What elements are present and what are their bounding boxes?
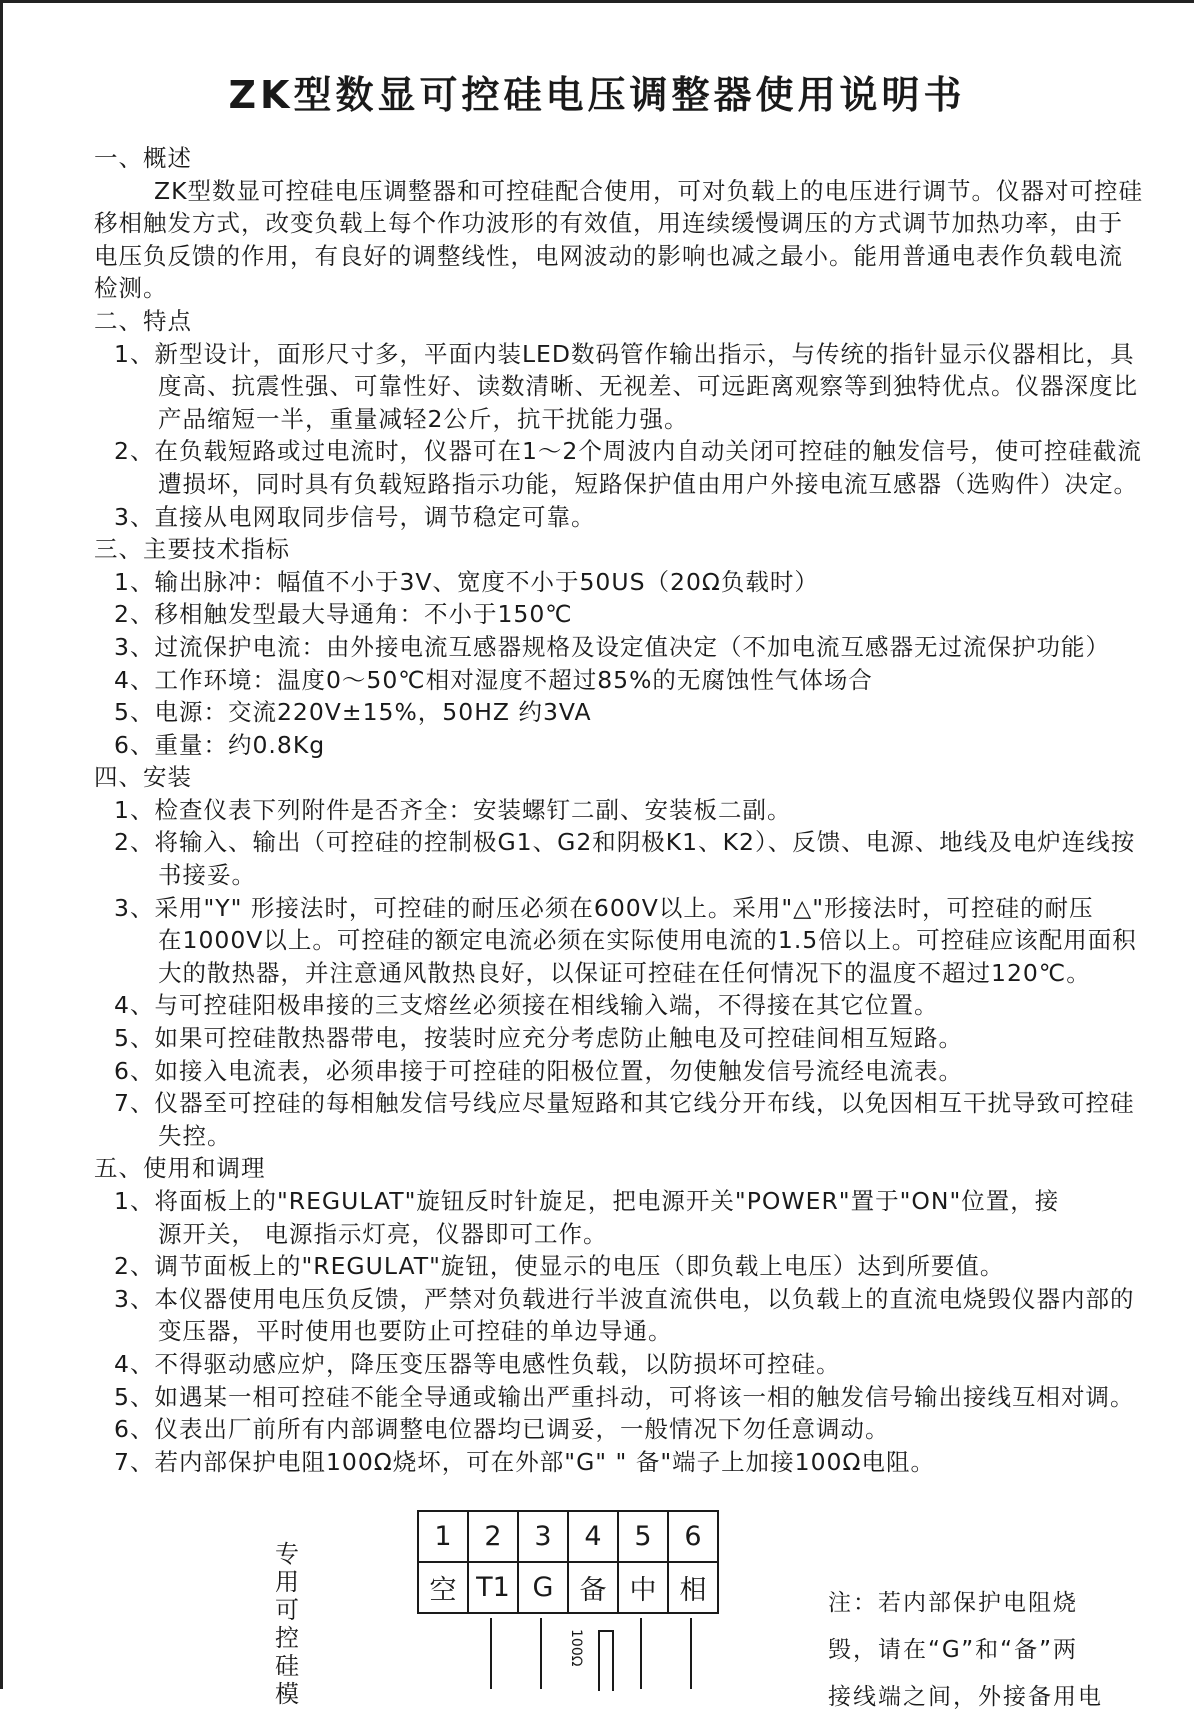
resistor-symbol — [598, 1630, 614, 1691]
terminal-label-row — [418, 1562, 718, 1613]
wire-xiang — [690, 1618, 692, 1689]
body-line: 7、若内部保护电阻100Ω烧坏，可在外部"G" " 备"端子上加接100Ω电阻。 — [114, 1447, 935, 1476]
body-line: 度高、抗震性强、可靠性好、读数清晰、无视差、可远距离观察等到独特优点。仪器深度比 — [158, 372, 1138, 401]
terminal-label: 相 — [668, 1562, 718, 1613]
terminal-number: 4 — [568, 1511, 618, 1562]
section-line: 三、主要技术指标 — [94, 535, 290, 564]
note-line: 接线端之间，外接备用电 — [828, 1684, 1103, 1710]
terminal-number: 5 — [618, 1511, 668, 1562]
body-line: 6、仪表出厂前所有内部调整电位器均已调妥，一般情况下勿任意调动。 — [114, 1415, 890, 1444]
body-line: 2、将输入、输出（可控硅的控制极G1、G2和阴极K1、K2）、反馈、电源、地线及电炉连线按 — [114, 828, 1136, 857]
section-line: 一、概述 — [94, 144, 192, 172]
body-line: 7、仪器至可控硅的每相触发信号线应尽量短路和其它线分开布线，以免因相互干扰导致可控硅 — [114, 1089, 1135, 1118]
body-line: 书接妥。 — [158, 861, 256, 890]
terminal-number: 3 — [518, 1511, 568, 1562]
body-line: 6、如接入电流表，必须串接于可控硅的阳极位置，勿使触发信号流经电流表。 — [114, 1056, 963, 1085]
terminal-number-row — [418, 1511, 718, 1562]
body-line: 1、将面板上的"REGULAT"旋钮反时针旋足，把电源开关"POWER"置于"ON"位置，接 — [114, 1187, 1060, 1215]
body-line: 大的散热器，并注意通风散热良好，以保证可控硅在任何情况下的温度不超过120℃。 — [158, 958, 1091, 987]
note-line: 注：若内部保护电阻烧 — [828, 1590, 1078, 1616]
body-line: 变压器，平时使用也要防止可控硅的单边导通。 — [158, 1317, 673, 1346]
body-line: 2、移相触发型最大导通角：不小于150℃ — [114, 600, 573, 629]
body-line: 1、新型设计，面形尺寸多，平面内装LED数码管作输出指示，与传统的指针显示仪器相比，具 — [114, 339, 1135, 368]
section-line: 电压负反馈的作用，有良好的调整线性，电网波动的影响也减之最小。能用普通电表作负载电流 — [94, 241, 1123, 270]
note-line: 毁，请在“G”和“备”两 — [828, 1637, 1078, 1663]
body-line: 3、直接从电网取同步信号，调节稳定可靠。 — [114, 502, 596, 531]
body-line: 5、如果可控硅散热器带电，按装时应充分考虑防止触电及可控硅间相互短路。 — [114, 1024, 963, 1053]
body-line: 3、采用"Y" 形接法时，可控硅的耐压必须在600V以上。采用"△"形接法时，可控硅的耐压 — [114, 893, 1094, 922]
document-title: ZK型数显可控硅电压调整器使用说明书 — [228, 73, 966, 117]
section-line: 检测。 — [94, 274, 168, 303]
terminal-label: 备 — [568, 1562, 618, 1613]
wire-g — [540, 1618, 542, 1689]
module-vertical-label: 专用可控硅模 — [275, 1540, 299, 1708]
section-line: 五、使用和调理 — [94, 1154, 266, 1183]
terminal-label: T1 — [468, 1562, 518, 1613]
section-line: 移相触发方式，改变负载上每个作功波形的有效值，用连续缓慢调压的方式调节加热功率，由于 — [94, 209, 1123, 238]
body-line: 2、调节面板上的"REGULAT"旋钮，使显示的电压（即负载上电压）达到所要值。 — [114, 1252, 1005, 1281]
manual-body — [94, 142, 1194, 1478]
terminal-number: 6 — [668, 1511, 718, 1562]
page-border-left — [0, 0, 3, 1689]
body-line: 3、本仪器使用电压负反馈，严禁对负载进行半波直流供电，以负载上的直流电烧毁仪器内部的 — [114, 1284, 1135, 1313]
body-line: 3、过流保护电流：由外接电流互感器规格及设定值决定（不加电流互感器无过流保护功能） — [114, 632, 1110, 661]
body-line: 4、工作环境：温度0～50℃相对湿度不超过85%的无腐蚀性气体场合 — [114, 665, 873, 694]
body-line: 4、不得驱动感应炉，降压变压器等电感性负载，以防损坏可控硅。 — [114, 1349, 841, 1378]
body-line: 4、与可控硅阳极串接的三支熔丝必须接在相线输入端，不得接在其它位置。 — [114, 991, 939, 1020]
resistor-label: 100Ω — [568, 1629, 584, 1667]
body-line: ZK型数显可控硅电压调整器和可控硅配合使用，可对负载上的电压进行调节。仪器对可控硅 — [154, 176, 1144, 205]
body-line: 在1000V以上。可控硅的额定电流必须在实际使用电流的1.5倍以上。可控硅应该配用面积 — [158, 926, 1137, 955]
body-line: 产品缩短一半，重量减轻2公斤，抗干扰能力强。 — [158, 404, 689, 433]
wire-t1 — [490, 1618, 492, 1689]
diagram-note — [828, 1580, 1194, 1721]
terminal-number: 1 — [418, 1511, 468, 1562]
terminal-label: G — [518, 1562, 568, 1613]
body-line: 6、重量：约0.8Kg — [114, 730, 326, 759]
page-border-top — [0, 0, 1194, 3]
body-line: 5、电源：交流220V±15%，50HZ 约3VA — [114, 698, 592, 727]
body-line: 5、如遇某一相可控硅不能全导通或输出严重抖动，可将该一相的触发信号输出接线互相对调。 — [114, 1382, 1135, 1411]
terminal-number: 2 — [468, 1511, 518, 1562]
terminal-label: 空 — [418, 1562, 468, 1613]
wire-zhong — [640, 1618, 642, 1689]
body-line: 失控。 — [158, 1121, 232, 1150]
body-line: 1、输出脉冲：幅值不小于3V、宽度不小于50US（20Ω负载时） — [114, 567, 819, 596]
body-line: 遭损坏，同时具有负载短路指示功能，短路保护值由用户外接电流互感器（选购件）决定。 — [158, 469, 1138, 498]
body-line: 2、在负载短路或过电流时，仪器可在1～2个周波内自动关闭可控硅的触发信号，使可控硅截流 — [114, 437, 1142, 466]
body-line: 源开关， 电源指示灯亮，仪器即可工作。 — [158, 1219, 608, 1248]
terminal-block — [417, 1510, 719, 1614]
section-line: 二、特点 — [94, 306, 192, 335]
body-line: 1、检查仪表下列附件是否齐全：安装螺钉二副、安装板二副。 — [114, 795, 792, 824]
section-line: 四、安装 — [94, 763, 192, 792]
terminal-label: 中 — [618, 1562, 668, 1613]
